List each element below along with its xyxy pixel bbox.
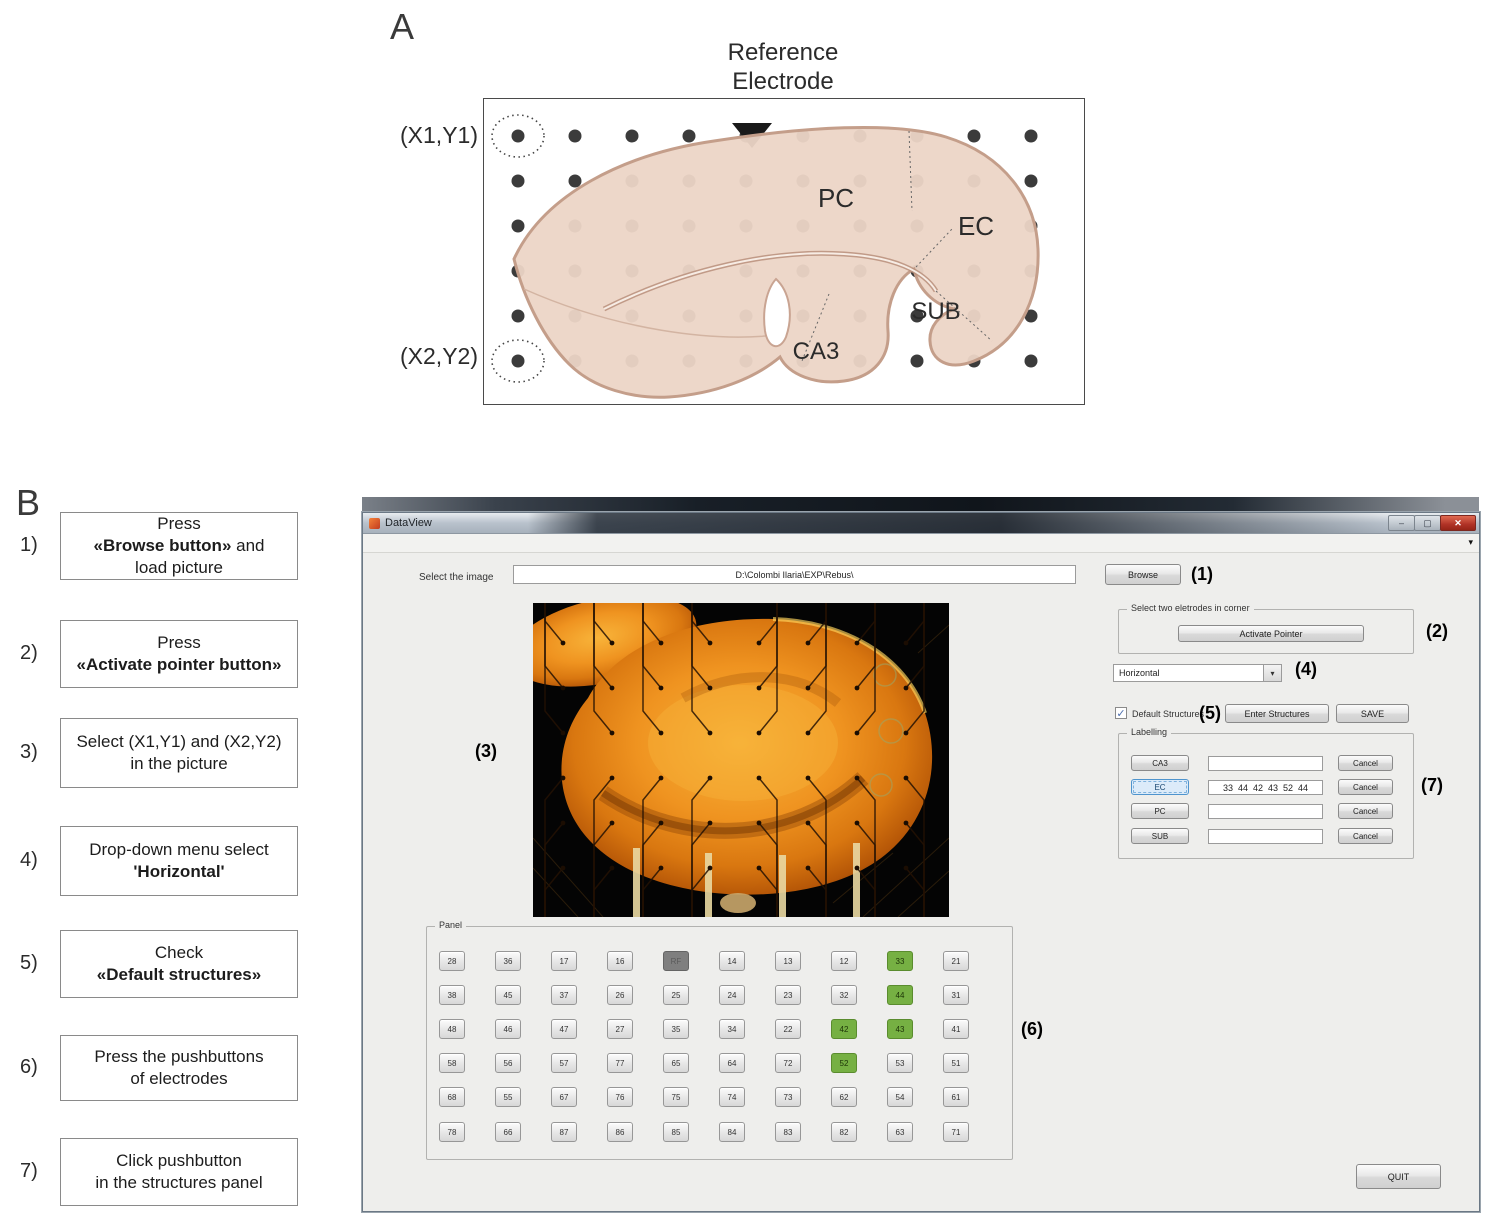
reference-title-line1: Reference <box>727 39 839 66</box>
electrode-button-83[interactable]: 83 <box>775 1122 801 1142</box>
figure-toolbar <box>363 534 1479 553</box>
electrode-button-51[interactable]: 51 <box>943 1053 969 1073</box>
structure-button-ec[interactable]: EC <box>1131 779 1189 795</box>
electrode-button-57[interactable]: 57 <box>551 1053 577 1073</box>
region-label-ec: EC <box>957 211 995 241</box>
enter-structures-button[interactable]: Enter Structures <box>1225 704 1329 723</box>
step-box-2: Press «Activate pointer button» <box>60 620 298 688</box>
electrode-button-31[interactable]: 31 <box>943 985 969 1005</box>
panel-group-label: Panel <box>435 920 466 930</box>
electrode-button-48[interactable]: 48 <box>439 1019 465 1039</box>
electrode-button-37[interactable]: 37 <box>551 985 577 1005</box>
dropdown-arrow-icon[interactable]: ▾ <box>1263 665 1281 681</box>
window-titlebar <box>363 513 1479 534</box>
electrode-button-73[interactable]: 73 <box>775 1087 801 1107</box>
electrode-button-33[interactable]: 33 <box>887 951 913 971</box>
minimize-button[interactable]: – <box>1388 515 1415 531</box>
cancel-button-sub[interactable]: Cancel <box>1338 828 1393 844</box>
annotation-7: (7) <box>1421 775 1443 795</box>
quit-button[interactable]: QUIT <box>1356 1164 1441 1189</box>
annotation-2: (2) <box>1426 621 1448 641</box>
save-button[interactable]: SAVE <box>1336 704 1409 723</box>
electrode-button-44[interactable]: 44 <box>887 985 913 1005</box>
electrode-button-13[interactable]: 13 <box>775 951 801 971</box>
electrode-button-66[interactable]: 66 <box>495 1122 521 1142</box>
electrode-button-62[interactable]: 62 <box>831 1087 857 1107</box>
structure-field-ca3[interactable] <box>1208 756 1323 771</box>
structure-field-pc[interactable] <box>1208 804 1323 819</box>
annotation-5: (5) <box>1199 703 1221 723</box>
orientation-dropdown[interactable] <box>1113 664 1282 682</box>
titlebar-glass-reflection <box>528 513 1388 533</box>
electrode-button-63[interactable]: 63 <box>887 1122 913 1142</box>
select-image-label: Select the image <box>419 572 494 583</box>
activate-pointer-button[interactable]: Activate Pointer <box>1178 625 1364 642</box>
step-box-4: Drop-down menu select 'Horizontal' <box>60 826 298 896</box>
electrode-button-75[interactable]: 75 <box>663 1087 689 1107</box>
slice-photo <box>533 603 949 917</box>
step-number-7: 7) <box>20 1160 38 1182</box>
electrode-button-72[interactable]: 72 <box>775 1053 801 1073</box>
step-number-1: 1) <box>20 534 38 556</box>
structure-field-sub[interactable] <box>1208 829 1323 844</box>
maximize-button[interactable]: ▢ <box>1414 515 1441 531</box>
corner-group-label: Select two eletrodes in corner <box>1127 603 1254 613</box>
electrode-button-86[interactable]: 86 <box>607 1122 633 1142</box>
electrode-button-58[interactable]: 58 <box>439 1053 465 1073</box>
labelling-group-label: Labelling <box>1127 727 1171 737</box>
default-structures-label: Default Structures <box>1132 709 1205 719</box>
electrode-button-52[interactable]: 52 <box>831 1053 857 1073</box>
structure-button-ca3[interactable]: CA3 <box>1131 755 1189 771</box>
panel-b-label: B <box>16 482 41 523</box>
electrode-button-84[interactable]: 84 <box>719 1122 745 1142</box>
step-number-4: 4) <box>20 849 38 871</box>
step-box-7: Click pushbutton in the structures panel <box>60 1138 298 1206</box>
electrode-button-21[interactable]: 21 <box>943 951 969 971</box>
electrode-button-32[interactable]: 32 <box>831 985 857 1005</box>
electrode-button-38[interactable]: 38 <box>439 985 465 1005</box>
electrode-button-53[interactable]: 53 <box>887 1053 913 1073</box>
electrode-button-36[interactable]: 36 <box>495 951 521 971</box>
electrode-button-24[interactable]: 24 <box>719 985 745 1005</box>
toolbar-collapse-arrow-icon[interactable]: ▾ <box>1468 537 1473 547</box>
annotation-4: (4) <box>1295 659 1317 679</box>
reference-title-line2: Electrode <box>732 68 834 95</box>
electrode-button-27[interactable]: 27 <box>607 1019 633 1039</box>
electrode-button-67[interactable]: 67 <box>551 1087 577 1107</box>
step-number-5: 5) <box>20 952 38 974</box>
corner2-label: (X2,Y2) <box>400 343 478 369</box>
step-box-1: Press «Browse button» and load picture <box>60 512 298 580</box>
electrode-button-17[interactable]: 17 <box>551 951 577 971</box>
dataview-window <box>362 512 1480 1212</box>
electrode-button-45[interactable]: 45 <box>495 985 521 1005</box>
step-number-6: 6) <box>20 1056 38 1078</box>
electrode-button-43[interactable]: 43 <box>887 1019 913 1039</box>
orientation-selected-value: Horizontal <box>1119 668 1160 678</box>
electrode-button-74[interactable]: 74 <box>719 1087 745 1107</box>
electrode-button-22[interactable]: 22 <box>775 1019 801 1039</box>
electrode-button-76[interactable]: 76 <box>607 1087 633 1107</box>
electrode-button-34[interactable]: 34 <box>719 1019 745 1039</box>
annotation-3: (3) <box>475 741 497 761</box>
electrode-button-77[interactable]: 77 <box>607 1053 633 1073</box>
structure-button-pc[interactable]: PC <box>1131 803 1189 819</box>
annotation-6: (6) <box>1021 1019 1043 1039</box>
step-number-2: 2) <box>20 642 38 664</box>
region-label-sub: SUB <box>911 298 961 325</box>
electrode-button-87[interactable]: 87 <box>551 1122 577 1142</box>
electrode-button-12[interactable]: 12 <box>831 951 857 971</box>
reference-electrode-title <box>483 38 1083 96</box>
region-label-pc: PC <box>817 183 855 213</box>
step-box-3: Select (X1,Y1) and (X2,Y2) in the picture <box>60 718 298 788</box>
electrode-button-55[interactable]: 55 <box>495 1087 521 1107</box>
close-button[interactable]: ✕ <box>1440 515 1476 531</box>
electrode-button-23[interactable]: 23 <box>775 985 801 1005</box>
electrode-button-26[interactable]: 26 <box>607 985 633 1005</box>
electrode-button-35[interactable]: 35 <box>663 1019 689 1039</box>
electrode-button-71[interactable]: 71 <box>943 1122 969 1142</box>
electrode-button-47[interactable]: 47 <box>551 1019 577 1039</box>
electrode-button-54[interactable]: 54 <box>887 1087 913 1107</box>
electrode-button-25[interactable]: 25 <box>663 985 689 1005</box>
step-box-5: Check «Default structures» <box>60 930 298 998</box>
electrode-button-78[interactable]: 78 <box>439 1122 465 1142</box>
electrode-button-14[interactable]: 14 <box>719 951 745 971</box>
cancel-button-ec[interactable]: Cancel <box>1338 779 1393 795</box>
region-label-ca3: CA3 <box>792 338 840 365</box>
electrode-button-64[interactable]: 64 <box>719 1053 745 1073</box>
electrode-button-82[interactable]: 82 <box>831 1122 857 1142</box>
electrode-grid-diagram <box>483 98 1085 405</box>
electrode-button-41[interactable]: 41 <box>943 1019 969 1039</box>
default-structures-checkbox[interactable]: ✓ <box>1116 707 1126 720</box>
cancel-button-ca3[interactable]: Cancel <box>1338 755 1393 771</box>
browse-button[interactable]: Browse <box>1105 564 1181 585</box>
electrode-button-16[interactable]: 16 <box>607 951 633 971</box>
step-number-3: 3) <box>20 741 38 763</box>
structure-button-sub[interactable]: SUB <box>1131 828 1189 844</box>
electrode-button-28[interactable]: 28 <box>439 951 465 971</box>
image-path-field[interactable]: D:\Colombi Ilaria\EXP\Rebus\ <box>513 565 1076 584</box>
electrode-button-46[interactable]: 46 <box>495 1019 521 1039</box>
electrode-button-42[interactable]: 42 <box>831 1019 857 1039</box>
window-title: DataView <box>385 517 432 529</box>
electrode-button-85[interactable]: 85 <box>663 1122 689 1142</box>
cancel-button-pc[interactable]: Cancel <box>1338 803 1393 819</box>
panel-a-label: A <box>390 6 415 47</box>
structure-field-ec[interactable]: 33 44 42 43 52 44 <box>1208 780 1323 795</box>
step-box-6: Press the pushbuttons of electrodes <box>60 1035 298 1101</box>
slice-photo-graphic <box>533 603 949 917</box>
corner1-label: (X1,Y1) <box>400 122 478 148</box>
electrode-button-56[interactable]: 56 <box>495 1053 521 1073</box>
brain-slice-diagram <box>484 99 1084 404</box>
electrode-button-68[interactable]: 68 <box>439 1087 465 1107</box>
annotation-1: (1) <box>1191 564 1213 584</box>
brain-slice-shape <box>514 127 1038 397</box>
electrode-button-rf[interactable]: RF <box>663 951 689 971</box>
electrode-button-65[interactable]: 65 <box>663 1053 689 1073</box>
app-icon <box>369 518 380 529</box>
electrode-button-61[interactable]: 61 <box>943 1087 969 1107</box>
